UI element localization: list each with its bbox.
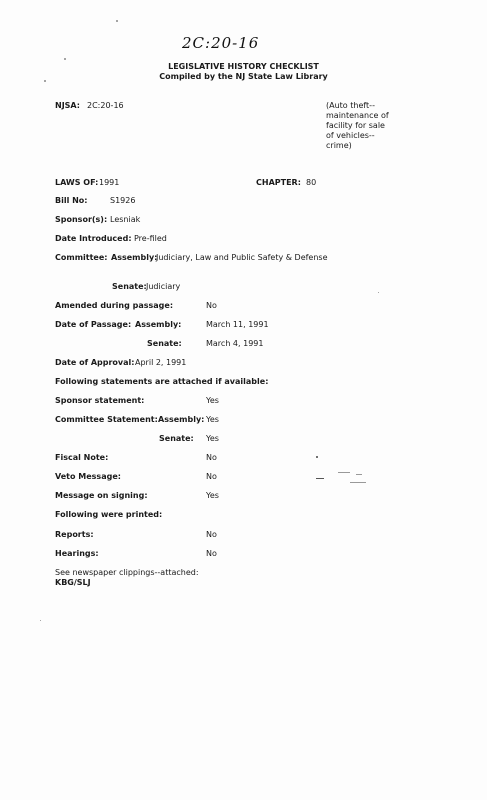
veto-message-label: Veto Message: — [55, 472, 121, 481]
sponsor-label: Sponsor(s): — [55, 215, 108, 224]
veto-message-value: No — [206, 472, 217, 481]
description-line: (Auto theft-- — [326, 101, 375, 110]
bill-no-value: S1926 — [110, 196, 136, 205]
description-line: maintenance of — [326, 111, 389, 120]
printed-heading: Following were printed: — [55, 510, 163, 519]
committee-statement-assembly-value: Yes — [206, 415, 219, 424]
date-of-approval-value: April 2, 1991 — [135, 358, 187, 367]
laws-of-value: 1991 — [99, 178, 120, 187]
scan-smudge — [316, 478, 324, 479]
attached-statements-heading: Following statements are attached if available: — [55, 377, 269, 386]
scan-speck — [378, 292, 379, 293]
committee-senate-value: Judiciary — [146, 282, 181, 291]
description-line: crime) — [326, 141, 352, 150]
statute-description — [326, 101, 406, 151]
committee-assembly-value: Judiciary, Law and Public Safety & Defense — [156, 253, 328, 262]
fiscal-note-label: Fiscal Note: — [55, 453, 109, 462]
hearings-value: No — [206, 549, 217, 558]
amended-value: No — [206, 301, 217, 310]
date-introduced-label: Date Introduced: — [55, 234, 132, 243]
fiscal-note-value: No — [206, 453, 217, 462]
amended-label: Amended during passage: — [55, 301, 174, 310]
date-of-passage-label: Date of Passage: — [55, 320, 132, 329]
description-line: facility for sale — [326, 121, 385, 130]
initials: KBG/SLJ — [55, 578, 91, 587]
bill-no-label: Bill No: — [55, 196, 88, 205]
reports-label: Reports: — [55, 530, 94, 539]
njsa-label: NJSA: — [55, 101, 80, 110]
handwritten-statute-code: 2C:20-16 — [182, 34, 260, 52]
committee-statement-senate-label: Senate: — [159, 434, 194, 443]
passage-senate-label: Senate: — [147, 339, 182, 348]
clippings-note: See newspaper clippings--attached: — [55, 568, 199, 577]
scan-smudge — [338, 472, 350, 473]
committee-senate-label: Senate: — [112, 282, 147, 291]
passage-assembly-label: Assembly: — [135, 320, 182, 329]
message-on-signing-label: Message on signing: — [55, 491, 148, 500]
date-introduced-value: Pre-filed — [134, 234, 167, 243]
scan-speck — [40, 620, 41, 621]
scan-speck — [64, 58, 66, 60]
scan-speck — [44, 80, 46, 82]
document-subtitle: Compiled by the NJ State Law Library — [159, 72, 328, 81]
reports-value: No — [206, 530, 217, 539]
committee-assembly-label: Assembly: — [111, 253, 158, 262]
passage-assembly-value: March 11, 1991 — [206, 320, 269, 329]
description-line: of vehicles-- — [326, 131, 375, 140]
chapter-value: 80 — [306, 178, 317, 187]
scan-speck — [316, 456, 318, 458]
committee-statement-senate-value: Yes — [206, 434, 219, 443]
sponsor-statement-label: Sponsor statement: — [55, 396, 145, 405]
committee-statement-label: Committee Statement: — [55, 415, 158, 424]
committee-statement-assembly-label: Assembly: — [158, 415, 205, 424]
hearings-label: Hearings: — [55, 549, 99, 558]
scan-smudge — [350, 482, 366, 483]
sponsor-statement-value: Yes — [206, 396, 219, 405]
scan-smudge — [356, 474, 362, 475]
date-of-approval-label: Date of Approval: — [55, 358, 135, 367]
scan-speck — [116, 20, 118, 22]
committee-label: Committee: — [55, 253, 108, 262]
passage-senate-value: March 4, 1991 — [206, 339, 264, 348]
chapter-label: CHAPTER: — [256, 178, 301, 187]
laws-of-label: LAWS OF: — [55, 178, 99, 187]
document-title: LEGISLATIVE HISTORY CHECKLIST — [168, 62, 319, 71]
njsa-value: 2C:20-16 — [87, 101, 124, 110]
sponsor-value: Lesniak — [110, 215, 141, 224]
message-on-signing-value: Yes — [206, 491, 219, 500]
